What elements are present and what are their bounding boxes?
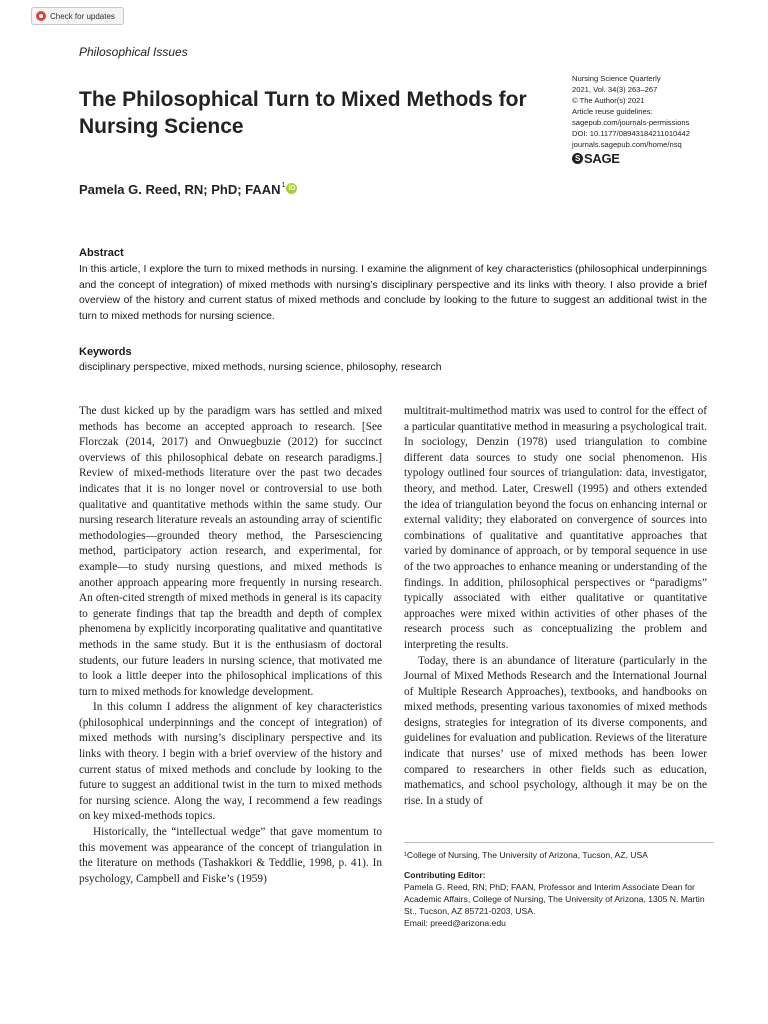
affiliation-footnote: ¹College of Nursing, The University of Arizona, Tucson, AZ, USA xyxy=(404,850,648,860)
copyright: © The Author(s) 2021 xyxy=(572,96,645,105)
body-paragraph: Today, there is an abundance of literature (particularly in the Journal of Mixed Methods Research and the International Journal of Multiple Research Approaches), textbooks, and handbooks on mixed methods, presenting various taxonomies of mixed methods designs, strategies for integration of its diverse components, and guidelines for evaluation and publication. Reviews of the literature indicate that nurses’ use of mixed methods has been lower compared to researchers in other fields such as education, mathematics, and school psychology, although it may be on the rise. In a study of xyxy=(404,654,707,807)
abstract-heading: Abstract xyxy=(79,247,124,259)
contributing-editor-text: Pamela G. Reed, RN; PhD; FAAN, Professor and Interim Associate Dean for Academic Affairs, College of Nursing, The University of Arizona, 1305 N. Martin St., Tucson, AZ 85721-0203, USA. xyxy=(404,882,705,916)
contact-email[interactable]: Email: preed@arizona.edu xyxy=(404,918,506,928)
check-for-updates-label: Check for updates xyxy=(50,11,115,21)
abstract-text: In this article, I explore the turn to mixed methods in nursing. I examine the alignment of key characteristics (philosophical underpinnings and the concept of integration) of mixed methods with nursing’s disciplinary perspective and its links with theory. I also provide a brief overview of the history and current status of mixed methods and conclude by looking to the future to suggest an additional twist in the turn to mixed methods for nursing science. xyxy=(79,264,707,322)
journal-name: Nursing Science Quarterly xyxy=(572,74,661,83)
author-name: Pamela G. Reed, RN; PhD; FAAN xyxy=(79,182,281,197)
author-line xyxy=(79,182,297,197)
orcid-icon[interactable]: iD xyxy=(288,185,296,192)
sage-logo-icon: S xyxy=(572,153,583,164)
body-paragraph: The dust kicked up by the paradigm wars has settled and mixed methods has become an accepted approach to research. [See Florczak (2014, 2017) and Onwuegbuzie (2012) for succinct overviews of this philosophical debate on research paradigms.] Review of mixed-methods literature over the past two decades indicates that it is no longer novel or controversial to use both qualitative and quantitative methods within the same study. Our nursing research literature reveals an astounding array of scientific methodologies—grounded theory method, the Parsesciencing method, participatory action research, and experimental, for example—to study nursing questions, and mixed methods is another approach appearing more frequently in nursing research. An often-cited strength of mixed methods in general is its capacity to generate findings that tap the breadth and depth of complex phenomena by explicitly incorporating qualitative and quantitative methods in the same study. But it is the enthusiasm of doctoral students, our future leaders in nursing science, that motivated me to look a little deeper into the philosophical implications of this turn to mixed methods for knowledge development. xyxy=(79,405,382,698)
publisher-logo xyxy=(572,153,762,164)
contributing-editor-heading: Contributing Editor: xyxy=(404,870,486,880)
article-title: The Philosophical Turn to Mixed Methods for Nursing Science xyxy=(79,88,527,138)
body-column-right xyxy=(404,404,707,809)
body-paragraph: multitrait-multimethod matrix was used to control for the effect of a particular quantitative method in measuring a psychological trait. In sociology, Denzin (1978) used triangulation to combine different data sources to study one social phenomenon. His typology outlined four sources of triangulation: data, investigator, theory, and method. Later, Creswell (1995) and others extended the idea of triangulation beyond the focus on enhancing internal or external validity; they elaborated on convergence of sources into combinations of qualitative and quantitative approaches that varied by dominance of approach, or by temporal sequence in use of the two approaches to enhance meaning or understanding of the findings. In addition, philosophical perspectives or “paradigms” typically associated with either qualitative or quantitative approaches were mixed within activities of other phases of the research process such as conceptualizing the problem and interpreting the results. xyxy=(404,405,707,651)
footnotes xyxy=(404,842,714,929)
journal-meta xyxy=(572,73,762,164)
keywords-heading: Keywords xyxy=(79,346,132,358)
body-paragraph: Historically, the “intellectual wedge” that gave momentum to this movement was appearance of the concept of triangulation in the literature on methods (Tashakkori & Teddlie, 1998, p. 41). In psychology, Campbell and Fiske’s (1959) xyxy=(79,826,382,885)
check-for-updates-button[interactable] xyxy=(31,7,124,25)
keywords-text: disciplinary perspective, mixed methods, nursing science, philosophy, research xyxy=(79,362,442,373)
reuse-guidelines: Article reuse guidelines: xyxy=(572,107,653,116)
affiliation-mark: 1 xyxy=(281,182,286,189)
journal-volume: 2021, Vol. 34(3) 263–267 xyxy=(572,85,658,94)
permissions-link[interactable]: sagepub.com/journals-permissions xyxy=(572,118,690,127)
body-paragraph: In this column I address the alignment of key characteristics (philosophical underpinnings and the concept of integration) of mixed methods with nursing’s disciplinary perspective and its links with theory. I begin with a brief overview of the history and current status of mixed methods and conclude by looking to the future to suggest an additional twist in the turn to mixed methods for nursing science. Along the way, I recommend a few readings on key mixed-methods topics. xyxy=(79,701,382,823)
publisher-logo-text: SAGE xyxy=(584,151,620,166)
doi[interactable]: DOI: 10.1177/08943184211010442 xyxy=(572,129,690,138)
section-label: Philosophical Issues xyxy=(79,45,188,59)
journal-home-link[interactable]: journals.sagepub.com/home/nsq xyxy=(572,140,682,149)
body-column-left xyxy=(79,404,382,887)
update-icon xyxy=(36,11,46,21)
